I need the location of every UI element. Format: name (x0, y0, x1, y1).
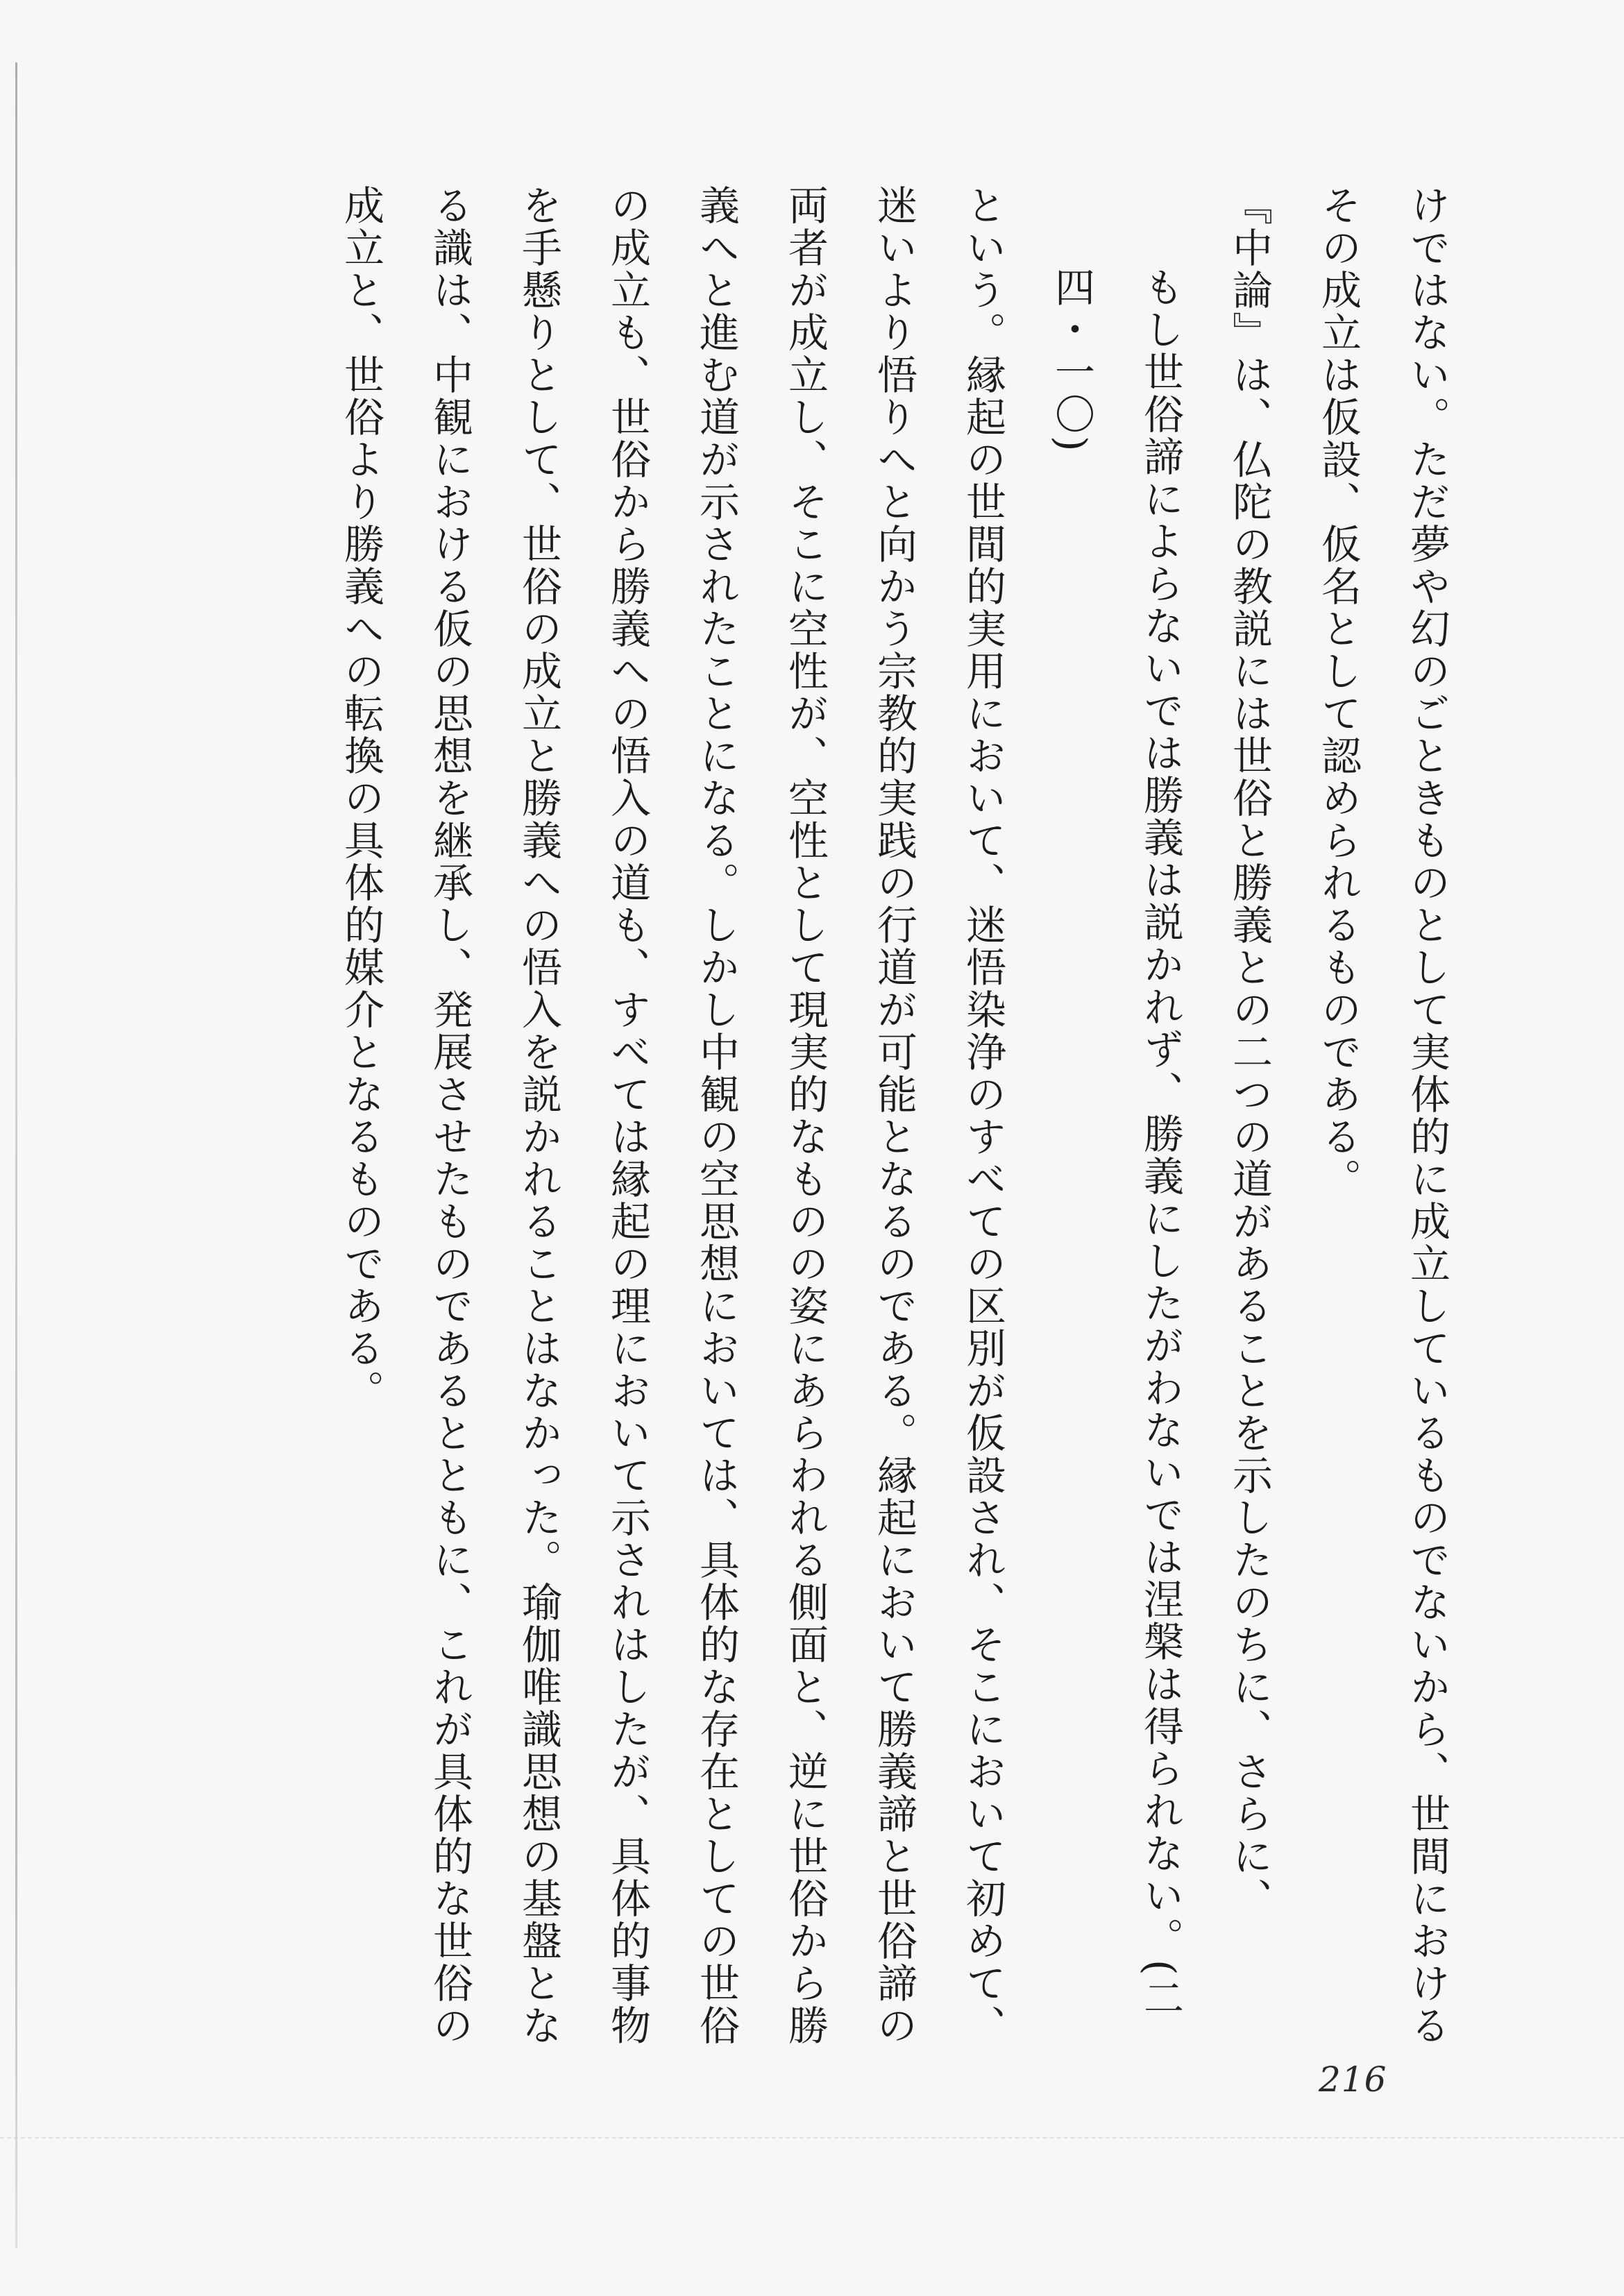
paragraph-chuuron-intro: 『中論』は、仏陀の教説には世俗と勝義との二つの道があることを示したのちに、さらに、 (1226, 185, 1273, 1920)
binding-edge (15, 62, 17, 2248)
page-number: 216 (1319, 2059, 1387, 2100)
paragraph-main: という。縁起の世間的実用において、迷悟染浄のすべての区別が仮設され、そこにおいて初めて、迷いより悟りへと向かう宗教的実践の行道が可能となるのである。縁起において勝義諦と世俗諦の両者が成立し、そこに空性が、空性として現実的なものの姿にあらわれる側面と、逆に世俗から勝義へと進む道が示されたことになる。しかし中観の空思想においては、具体的な存在としての世俗の成立も、世俗から勝義への悟入の道も、すべては縁起の理において示されはしたが、具体的事物を手懸りとして、世俗の成立と勝義への悟入を説かれることはなかった。瑜伽唯識思想の基盤となる識は、中観における仮の思想を継承し、発展させたものであるとともに、これが具体的な世俗の成立と、世俗より勝義への転換の具体的媒介となるものである。 (337, 185, 1006, 2047)
scan-edge-line (0, 2137, 1624, 2138)
paragraph-continuation: けではない。ただ夢や幻のごときものとして実体的に成立しているものでないから、世間におけるその成立は仮設、仮名として認められるものである。 (1314, 185, 1450, 2047)
vertical-text-body (337, 185, 1471, 2086)
block-quote: もし世俗諦によらないでは勝義は説かれず、勝義にしたがわないでは涅槃は得られない。(二四・一〇) (1048, 266, 1184, 2020)
